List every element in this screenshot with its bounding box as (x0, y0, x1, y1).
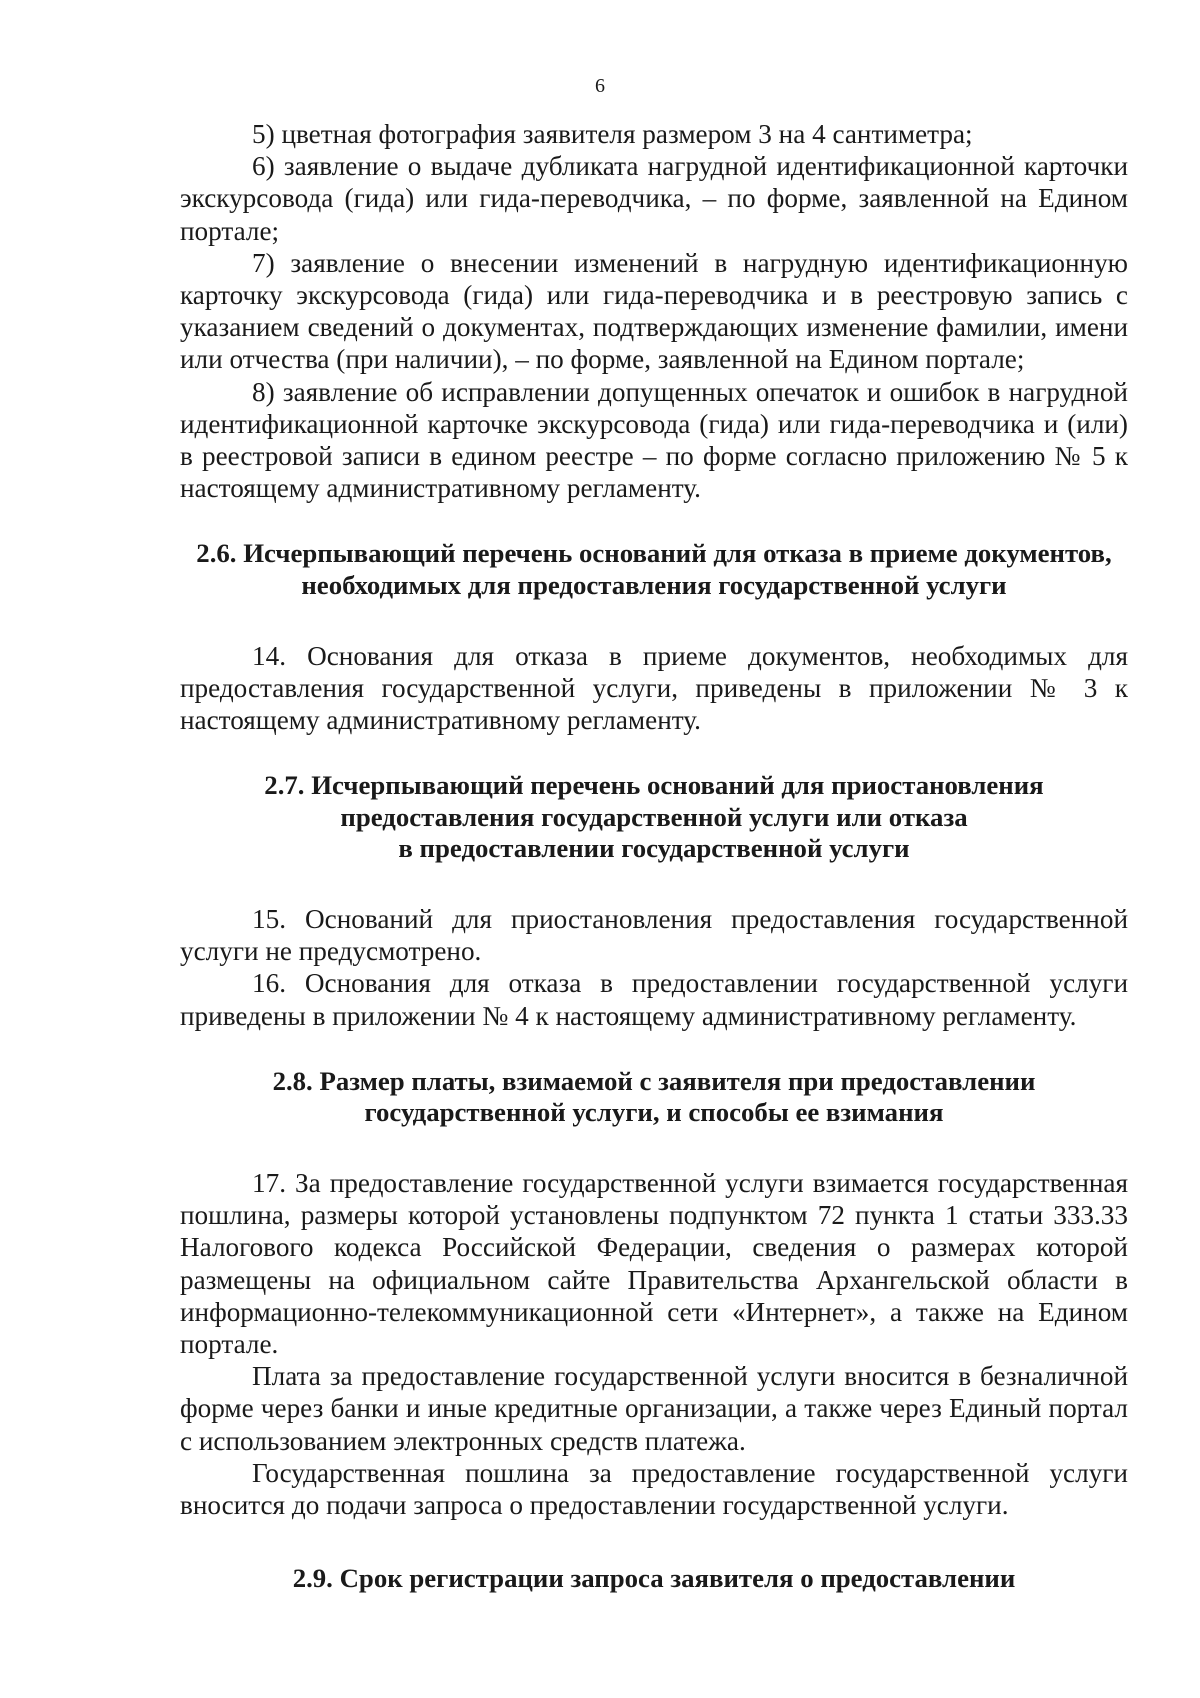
section-2-7-paragraph-16: 16. Основания для отказа в предоставлении государственной услуги приведены в приложении № 4 к настоящему административному регламенту. (180, 968, 1128, 1031)
section-2-8-heading (180, 1066, 1128, 1129)
section-2-6-paragraph-14: 14. Основания для отказа в приеме документов, необходимых для предоставления государственной услуги, приведены в приложении № 3 к настоящему административному регламенту. (180, 640, 1128, 736)
section-2-8-paragraph-payment: Плата за предоставление государственной услуги вносится в безналичной форме через банки и иные кредитные организации, а также через Единый портал с использованием электронных средств платежа. (180, 1361, 1128, 1456)
section-2-7-heading (180, 770, 1128, 865)
section-2-7-heading-line: в предоставлении государственной услуги (398, 833, 910, 864)
section-2-8-heading-line: 2.8. Размер платы, взимаемой с заявителя при предоставлении (272, 1065, 1036, 1096)
list-item-6: 6) заявление о выдаче дубликата нагрудной идентификационной карточки экскурсовода (гида) или гида-переводчика, – по форме, заявленной на Едином портале; (180, 151, 1128, 246)
list-item-5: 5) цветная фотография заявителя размером 3 на 4 сантиметра; (252, 119, 973, 149)
list-item-7: 7) заявление о внесении изменений в нагрудную идентификационную карточку экскурсовода (гида) или гида-переводчика и в реестровую запись с указанием сведений о документах, подтверждающих изменение фамилии, имени или отчества (при наличии), – по форме, заявленной на Едином портале; (180, 247, 1128, 375)
section-2-9-heading: 2.9. Срок регистрации запроса заявителя о предоставлении (292, 1563, 1016, 1594)
section-2-8-heading-line: государственной услуги, и способы ее взимания (364, 1097, 944, 1128)
page-number: 6 (595, 75, 605, 97)
page-content (180, 118, 1128, 1595)
section-2-8-paragraph-duty: Государственная пошлина за предоставление государственной услуги вносится до подачи запроса о предоставлении государственной услуги. (180, 1457, 1128, 1521)
section-2-7-heading-line: 2.7. Исчерпывающий перечень оснований для приостановления (264, 770, 1044, 801)
section-2-7-paragraph-15: 15. Оснований для приостановления предоставления государственной услуги не предусмотрено. (180, 904, 1128, 967)
list-item-8: 8) заявление об исправлении допущенных опечаток и ошибок в нагрудной идентификационной карточке экскурсовода (гида) или гида-переводчика и (или) в реестровой записи в едином реестре – по форме согласно приложению № 5 к настоящему административному регламенту. (180, 376, 1128, 504)
section-2-6-heading: 2.6. Исчерпывающий перечень оснований для отказа в приеме документов, необходимых для предоставления государственной услуги (196, 538, 1112, 601)
section-2-8-paragraph-17: 17. За предоставление государственной услуги взимается государственная пошлина, размеры которой установлены подпунктом 72 пункта 1 статьи 333.33 Налогового кодекса Российской Федерации, сведения о размерах которой размещены на официальном сайте Правительства Архангельской области в информационно-телекоммуникационной сети «Интернет», а также на Едином портале. (180, 1168, 1128, 1360)
section-2-7-heading-line: предоставления государственной услуги или отказа (340, 801, 968, 832)
